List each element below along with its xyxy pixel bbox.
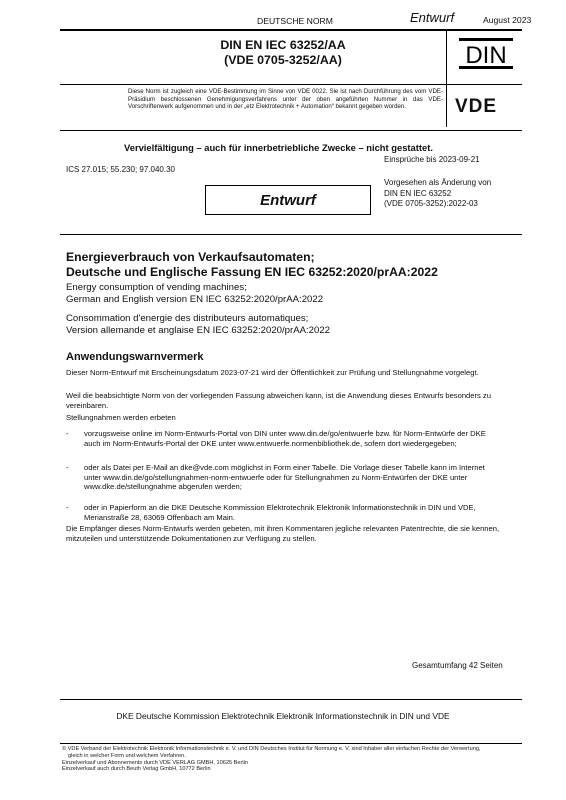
objections-deadline: Einsprüche bis 2023-09-21 [384,155,480,164]
warning-para2: Weil die beabsichtigte Norm von der vorliegenden Fassung abweichen kann, ist die Anwendung dieses Entwurfs besonders zu vereinbaren. [66,391,491,410]
title-german [66,250,438,279]
title-german-line1: Energieverbrauch von Verkaufsautomaten; [66,250,315,264]
copyright-footer [62,746,522,773]
standard-type: DEUTSCHE NORM [257,16,333,26]
amendment-line2: DIN EN IEC 63252 [384,188,452,198]
list-item [66,463,512,493]
title-english-line1: Energy consumption of vending machines; [66,282,247,293]
copy-notice: Vervielfältigung – auch für innerbetriebliche Zwecke – nicht gestattet. [124,142,433,153]
warning-para3: Stellungnahmen werden erbeten [66,413,176,422]
din-logo [458,37,514,71]
draft-box: Entwurf [205,185,371,215]
amendment-line3: (VDE 0705-3252):2022-03 [384,199,478,208]
committee: DKE Deutsche Kommission Elektrotechnik Elektronik Informationstechnik in DIN und VDE [116,711,450,721]
logo-divider [446,31,447,85]
footer-line2: gleich in welcher Form und welchem Verfahren. [68,752,186,759]
list-item-text: oder in Papierform an die DKE Deutsche Kommission Elektrotechnik Elektronik Informationstechnik in DIN und VDE, Merianstraße 28, 63069 Offenbach am Main. [84,503,476,522]
title-english-line2: German and English version EN IEC 63252:2020/prAA:2022 [66,293,324,305]
warning-para4: Die Empfänger dieses Norm-Entwurfs werden gebeten, mit ihren Kommentaren jegliche relevanten Patentrechte, die sie kennen, mitzuteilen und unterstützende Dokumentationen zur Verfügung zu stellen. [66,524,500,543]
vde-note: Diese Norm ist zugleich eine VDE-Bestimmung im Sinne von VDE 0022. Sie ist nach Durchführung des vom VDE-Präsidium beschlossenen Genehmigungsverfahrens unter der oben angeführten Nummer in das VDE-Vorschriftenwerk aufgenommen und in der „etz Elektrotechnik + Automation“ bekannt gegeben worden. [128,88,443,111]
vde-logo: VDE [455,96,498,117]
title-french-line1: Consommation d'energie des distributeurs automatiques; [66,313,309,324]
title-rule [60,84,522,85]
title-german-line2: Deutsche und Englische Fassung EN IEC 63252:2020/prAA:2022 [66,264,438,279]
draft-label: Entwurf [410,10,455,25]
title-english [66,282,323,306]
amendment-info [384,178,491,210]
list-dash: - [66,503,69,512]
total-pages: Gesamtumfang 42 Seiten [412,661,503,670]
designation-line1: DIN EN IEC 63252/AA [220,38,346,52]
header-rule [60,29,522,31]
footer-line1: © VDE Verband der Elektrotechnik Elektronik Informationstechnik e. V. und DIN Deutsches Institut für Normung e. V. sind Inhaber aller einfachen Rechte der Verwertung, [62,746,481,752]
warning-heading: Anwendungswarnvermerk [66,351,204,363]
ics-codes: ICS 27.015; 55.230; 97.040.30 [66,165,175,174]
committee-rule [60,699,522,700]
designation-line2: (VDE 0705-3252/AA) [224,53,342,67]
warning-para1: Dieser Norm-Entwurf mit Erscheinungsdatum 2023-07-21 wird der Öffentlichkeit zur Prüfung und Stellungnahme vorgelegt. [66,368,479,377]
list-dash: - [66,429,69,438]
footer-rule [60,743,522,744]
footer-line4: Einzelverkauf auch durch Beuth Verlag GmbH, 10772 Berlin [62,766,211,773]
list-item-text: oder als Datei per E-Mail an dke@vde.com möglichst in Form einer Tabelle. Die Vorlage dieser Tabelle kann im Internet unter www.din.de/go/stellungnahmen-norm-entwuerfe oder für Stellungnahmen zu Norm-Entwürfen der DKE unter www.dke.de/stellungnahme abgerufen werden; [84,463,485,492]
din-logo-text: DIN [465,42,507,69]
footer-line3: Einzelverkauf und Abonnements durch VDE VERLAG GMBH, 10625 Berlin [62,759,248,766]
amendment-line1: Vorgesehen als Änderung von [384,178,492,187]
title-section-rule [60,234,522,235]
list-item-text: vorzugsweise online im Norm-Entwurfs-Portal von DIN unter www.din.de/go/entwuerfe bzw. für Norm-Entwürfe der DKE auch im Norm-Entwurfs-Portal der DKE unter www.entwuerfe.normenbibliothek.de, sofern dort wiedergegeben; [84,429,486,448]
vde-divider [446,85,447,127]
list-item [66,429,512,459]
publication-date: August 2023 [483,15,532,25]
title-french-line2: Version allemande et anglaise EN IEC 63252:2020/prAA:2022 [66,324,331,336]
title-french [66,313,330,337]
list-dash: - [66,463,69,472]
list-item [66,503,512,523]
designation-block [60,34,506,78]
note-rule [60,130,522,131]
